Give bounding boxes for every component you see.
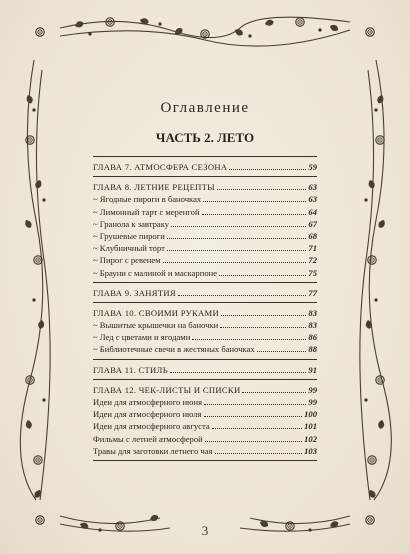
dot-leader [202, 214, 307, 215]
toc-sub-entry[interactable] [93, 343, 317, 355]
toc-entry-page: 99 [308, 397, 317, 407]
toc-entry-page: 68 [308, 230, 317, 241]
toc-entry-page: 102 [304, 433, 317, 444]
toc-group [93, 283, 317, 302]
dot-leader [217, 189, 306, 190]
toc-entry-title: ~ Библиотечные свечи в жестяных баночках [93, 344, 255, 355]
toc-sub-entry[interactable] [93, 445, 317, 457]
toc-entry-title: Идеи для атмосферного августа [93, 421, 210, 432]
toc-entry-title: ГЛАВА 7. АТМОСФЕРА СЕЗОНА [93, 162, 228, 172]
toc-chapter-entry[interactable] [93, 287, 317, 299]
dot-leader [204, 404, 306, 405]
toc-entry-page: 100 [304, 409, 317, 420]
toc-entry-title: Травы для заготовки летнего чая [93, 445, 213, 456]
toc-sub-entry[interactable] [93, 319, 317, 331]
toc-entry-page: 83 [308, 320, 317, 331]
toc-entry-page: 75 [308, 267, 317, 278]
toc-entry-title: ГЛАВА 11. СТИЛЬ [93, 364, 168, 375]
toc-entry-title: ~ Гранола к завтраку [93, 218, 170, 229]
toc-entry-page: 101 [304, 421, 317, 432]
toc-entry-title: ГЛАВА 9. ЗАНЯТИЯ [93, 287, 176, 298]
toc-chapter-entry[interactable] [93, 181, 317, 193]
toc-sub-entry[interactable] [93, 206, 317, 218]
toc-entry-title: ГЛАВА 8. ЛЕТНИЕ РЕЦЕПТЫ [93, 182, 215, 193]
toc-sub-entry[interactable] [93, 396, 317, 408]
dot-leader [171, 226, 306, 227]
toc-chapter-entry[interactable] [93, 307, 317, 319]
toc-chapter-entry[interactable] [93, 384, 317, 396]
toc-group [93, 360, 317, 379]
dot-leader [212, 428, 302, 429]
toc-entry-title: ГЛАВА 12. ЧЕК-ЛИСТЫ И СПИСКИ [93, 384, 241, 395]
toc-entry-page: 103 [304, 445, 317, 456]
toc-entry-title: ~ Клубничный торт [93, 243, 165, 254]
toc-entry-page: 77 [308, 287, 317, 298]
toc-chapter-entry[interactable] [93, 364, 317, 376]
dot-leader [170, 372, 306, 373]
dot-leader [167, 250, 307, 251]
toc-entries [93, 157, 317, 461]
divider [93, 460, 317, 461]
dot-leader [205, 441, 302, 442]
dot-leader [178, 295, 306, 296]
dot-leader [257, 351, 307, 352]
toc-entry-page: 91 [308, 364, 317, 375]
toc-entry-page: 64 [308, 206, 317, 217]
dot-leader [229, 169, 306, 170]
toc-entry-title: Идеи для атмосферного июня [93, 397, 203, 407]
toc-sub-entry[interactable] [93, 331, 317, 343]
dot-leader [204, 416, 303, 417]
toc-entry-page: 83 [308, 307, 317, 318]
toc-sub-entry[interactable] [93, 230, 317, 242]
toc-sub-entry[interactable] [93, 254, 317, 266]
toc-entry-title: ~ Вышитые крышечки на баночки [93, 320, 219, 331]
dot-leader [219, 275, 306, 276]
toc-entry-title: ~ Ягодные пироги в баночках [93, 194, 202, 205]
dot-leader [242, 392, 306, 393]
toc-entry-page: 67 [308, 218, 317, 229]
dot-leader [192, 339, 306, 340]
toc-entry-page: 63 [308, 182, 317, 193]
dot-leader [203, 201, 306, 202]
toc-group [93, 157, 317, 176]
toc-group [93, 303, 317, 359]
toc-entry-title: ~ Брауни с малиной и маскарпоне [93, 267, 218, 278]
toc-heading: Оглавление [160, 100, 250, 116]
table-of-contents [93, 96, 317, 461]
toc-entry-page: 86 [308, 332, 317, 343]
toc-entry-title: ГЛАВА 10. СВОИМИ РУКАМИ [93, 307, 219, 318]
toc-group [93, 380, 317, 460]
toc-sub-entry[interactable] [93, 242, 317, 254]
dot-leader [215, 453, 303, 454]
toc-sub-entry[interactable] [93, 193, 317, 205]
dot-leader [167, 238, 307, 239]
toc-entry-title: ~ Лед с цветами и ягодами [93, 332, 191, 343]
toc-sub-entry[interactable] [93, 267, 317, 279]
toc-entry-title: ~ Пирог с ревенем [93, 255, 161, 266]
toc-entry-title: ~ Лимонный тарт с меренгой [93, 206, 200, 217]
part-title: ЧАСТЬ 2. ЛЕТО [155, 130, 255, 145]
toc-entry-page: 71 [308, 243, 317, 254]
toc-entry-page: 63 [308, 194, 317, 205]
toc-sub-entry[interactable] [93, 408, 317, 420]
toc-entry-page: 99 [308, 384, 317, 395]
toc-chapter-entry[interactable] [93, 161, 317, 173]
toc-entry-page: 59 [308, 162, 317, 172]
toc-entry-title: Фильмы с летней атмосферой [93, 433, 203, 444]
toc-sub-entry[interactable] [93, 433, 317, 445]
toc-entry-page: 88 [308, 344, 317, 355]
toc-entry-title: ~ Грушевые пироги [93, 230, 165, 241]
page-number: 3 [201, 523, 209, 538]
dot-leader [221, 315, 306, 316]
dot-leader [220, 327, 306, 328]
toc-entry-title: Идеи для атмосферного июля [93, 409, 202, 420]
toc-entry-page: 72 [308, 255, 317, 266]
toc-sub-entry[interactable] [93, 218, 317, 230]
toc-sub-entry[interactable] [93, 420, 317, 432]
toc-group [93, 177, 317, 282]
dot-leader [163, 262, 307, 263]
